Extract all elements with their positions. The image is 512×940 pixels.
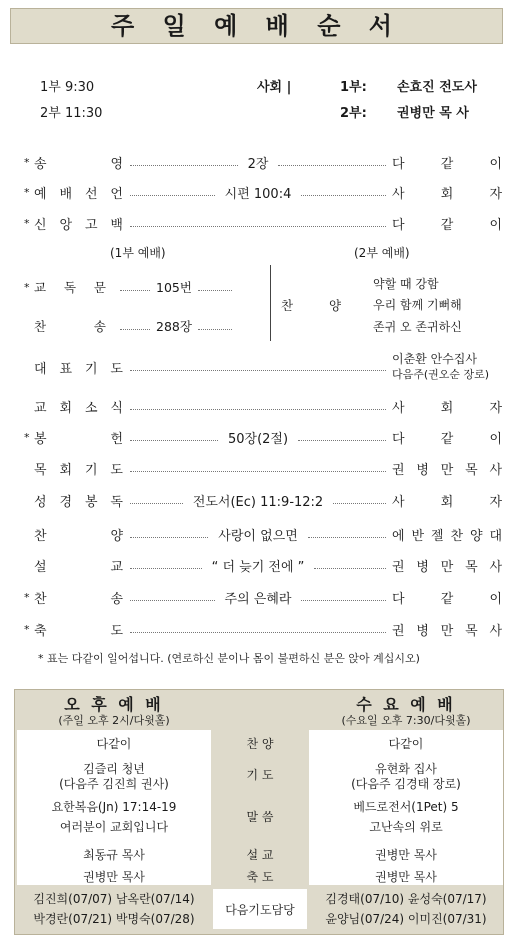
wednesday-title: 수 요 예 배 [356, 695, 456, 714]
divider [270, 265, 271, 341]
afternoon-blessing: 권병만 목사 [83, 870, 145, 884]
order-label: 대 표 기 도 [34, 361, 124, 377]
afternoon-sermon-title: 여러분이 교회입니다 [59, 820, 169, 834]
song-3: 존귀 오 존귀하신 [373, 320, 462, 334]
order-leader-next: 다음주(권오순 장로) [392, 368, 490, 381]
order-detail: 주의 은혜라 [224, 591, 292, 607]
order-label: 목 회 기 도 [34, 462, 124, 478]
order-row [24, 491, 502, 509]
label-next-prayer: 다음기도담당 [225, 903, 295, 917]
wednesday-subtitle: (수요일 오후 7:30/다윗홀) [341, 714, 471, 727]
order-detail: 사랑이 없으면 [218, 528, 298, 544]
order-row [24, 620, 502, 638]
order-leader: 권 병 만 목 사 [392, 559, 503, 575]
order-detail: 시편 100:4 [224, 186, 292, 202]
split-head-1: (1부 예배) [110, 246, 166, 260]
order-leader: 권 병 만 목 사 [392, 462, 502, 478]
split-row-2 [24, 317, 264, 335]
service2-time: 2부 11:30 [40, 106, 103, 121]
order-detail: 2장 [247, 156, 269, 172]
label-prayer: 기 도 [246, 768, 274, 782]
order-leader: 다 같 이 [392, 217, 502, 233]
order-row [24, 397, 502, 415]
wednesday-next-prayers-1: 김경태(07/10) 윤성숙(07/17) [325, 892, 487, 906]
order-row [24, 153, 502, 171]
service1-time: 1부 9:30 [40, 80, 95, 95]
star-mark: * [24, 280, 30, 294]
wednesday-next-prayers-2: 윤양님(07/24) 이미진(07/31) [325, 912, 487, 926]
split-row-1-value: 105번 [156, 280, 192, 295]
order-row [24, 556, 502, 574]
star-mark: * [24, 155, 30, 169]
wednesday-preacher: 권병만 목사 [375, 848, 437, 862]
order-leader: 다 같 이 [392, 591, 502, 607]
afternoon-preacher: 최동규 목사 [83, 848, 145, 862]
afternoon-scripture: 요한복음(Jn) 17:14-19 [51, 800, 177, 814]
order-leader: 사 회 자 [392, 186, 502, 202]
weekly-services-box [14, 689, 504, 935]
label-sermon: 설 교 [246, 848, 274, 862]
order-row [24, 183, 502, 201]
order-leader [392, 351, 502, 383]
split-row-1 [24, 278, 264, 296]
split-row-2-value: 288장 [156, 319, 192, 334]
order-label: 예 배 선 언 [34, 186, 124, 202]
order-leader: 사 회 자 [392, 400, 502, 416]
order-label: 축 도 [34, 623, 124, 639]
page-title: 주 일 예 배 순 서 [10, 8, 503, 44]
order-leader: 다 같 이 [392, 156, 502, 172]
label-praise: 찬 양 [246, 737, 274, 751]
afternoon-next-prayers-2: 박경란(07/21) 박명숙(07/28) [33, 912, 195, 926]
service2-label: 2부: [340, 106, 367, 121]
wednesday-blessing: 권병만 목사 [375, 870, 437, 884]
service1-label: 1부: [340, 80, 367, 95]
order-leader: 다 같 이 [392, 431, 503, 447]
song-2: 우리 함께 기뻐해 [373, 298, 462, 312]
order-label: 봉 헌 [34, 431, 124, 447]
order-label: 설 교 [34, 559, 124, 575]
afternoon-next-prayers-1: 김진희(07/07) 남옥란(07/14) [33, 892, 195, 906]
order-leader: 에 반 젤 찬 양 대 [392, 528, 502, 544]
service2-leader: 권병만 목 사 [397, 106, 469, 121]
order-detail: 50장(2절) [227, 431, 289, 447]
leader-label: 사회 | [257, 80, 292, 95]
song-1: 약할 때 강함 [373, 277, 439, 291]
label-word: 말 씀 [246, 810, 274, 824]
order-row [24, 352, 502, 381]
order-row [24, 588, 502, 606]
order-leader: 사 회 자 [392, 494, 503, 510]
star-mark: * [24, 590, 30, 604]
order-label: 교 회 소 식 [34, 400, 124, 416]
order-row [24, 214, 502, 232]
order-row [24, 428, 502, 446]
split-right-label: 찬 양 [281, 298, 342, 313]
wednesday-prayer-next: (다음주 김경태 장로) [351, 777, 461, 791]
order-row [24, 459, 502, 477]
label-blessing: 축 도 [246, 870, 274, 884]
afternoon-subtitle: (주일 오후 2시/다윗홀) [58, 714, 170, 727]
star-mark: * [24, 216, 30, 230]
split-row-1-label: 교 독 문 [34, 280, 106, 295]
order-label: 신 앙 고 백 [34, 217, 124, 233]
order-detail: “ 더 늦기 전에 ” [211, 559, 305, 575]
wednesday-scripture: 베드로전서(1Pet) 5 [353, 800, 459, 814]
afternoon-prayer-next: (다음주 김진희 권사) [59, 777, 169, 791]
order-leader-name: 이춘환 안수집사 [392, 352, 477, 366]
order-label: 성 경 봉 독 [34, 494, 124, 510]
order-leader: 권 병 만 목 사 [392, 623, 502, 639]
order-label: 찬 양 [34, 528, 124, 544]
wednesday-prayer: 유현화 집사 [375, 762, 437, 776]
afternoon-prayer: 김즐리 청년 [83, 762, 145, 776]
order-row [24, 525, 502, 543]
order-label: 찬 송 [34, 591, 124, 607]
afternoon-title: 오 후 예 배 [64, 695, 164, 714]
star-mark: * [24, 185, 30, 199]
split-head-2: (2부 예배) [354, 246, 410, 260]
order-detail: 전도서(Ec) 11:9-12:2 [192, 494, 324, 510]
footnote: * 표는 다같이 일어섭니다. (연로하신 분이나 몸이 불편하신 분은 앉아 계십시오) [38, 652, 420, 665]
split-row-2-label: 찬 송 [34, 319, 106, 334]
wednesday-sermon-title: 고난속의 위로 [369, 820, 443, 834]
wednesday-praise: 다같이 [388, 737, 424, 751]
star-mark: * [24, 622, 30, 636]
afternoon-praise: 다같이 [96, 737, 132, 751]
service1-leader: 손효진 전도사 [397, 80, 477, 95]
order-label: 송 영 [34, 156, 124, 172]
star-mark: * [24, 430, 30, 444]
